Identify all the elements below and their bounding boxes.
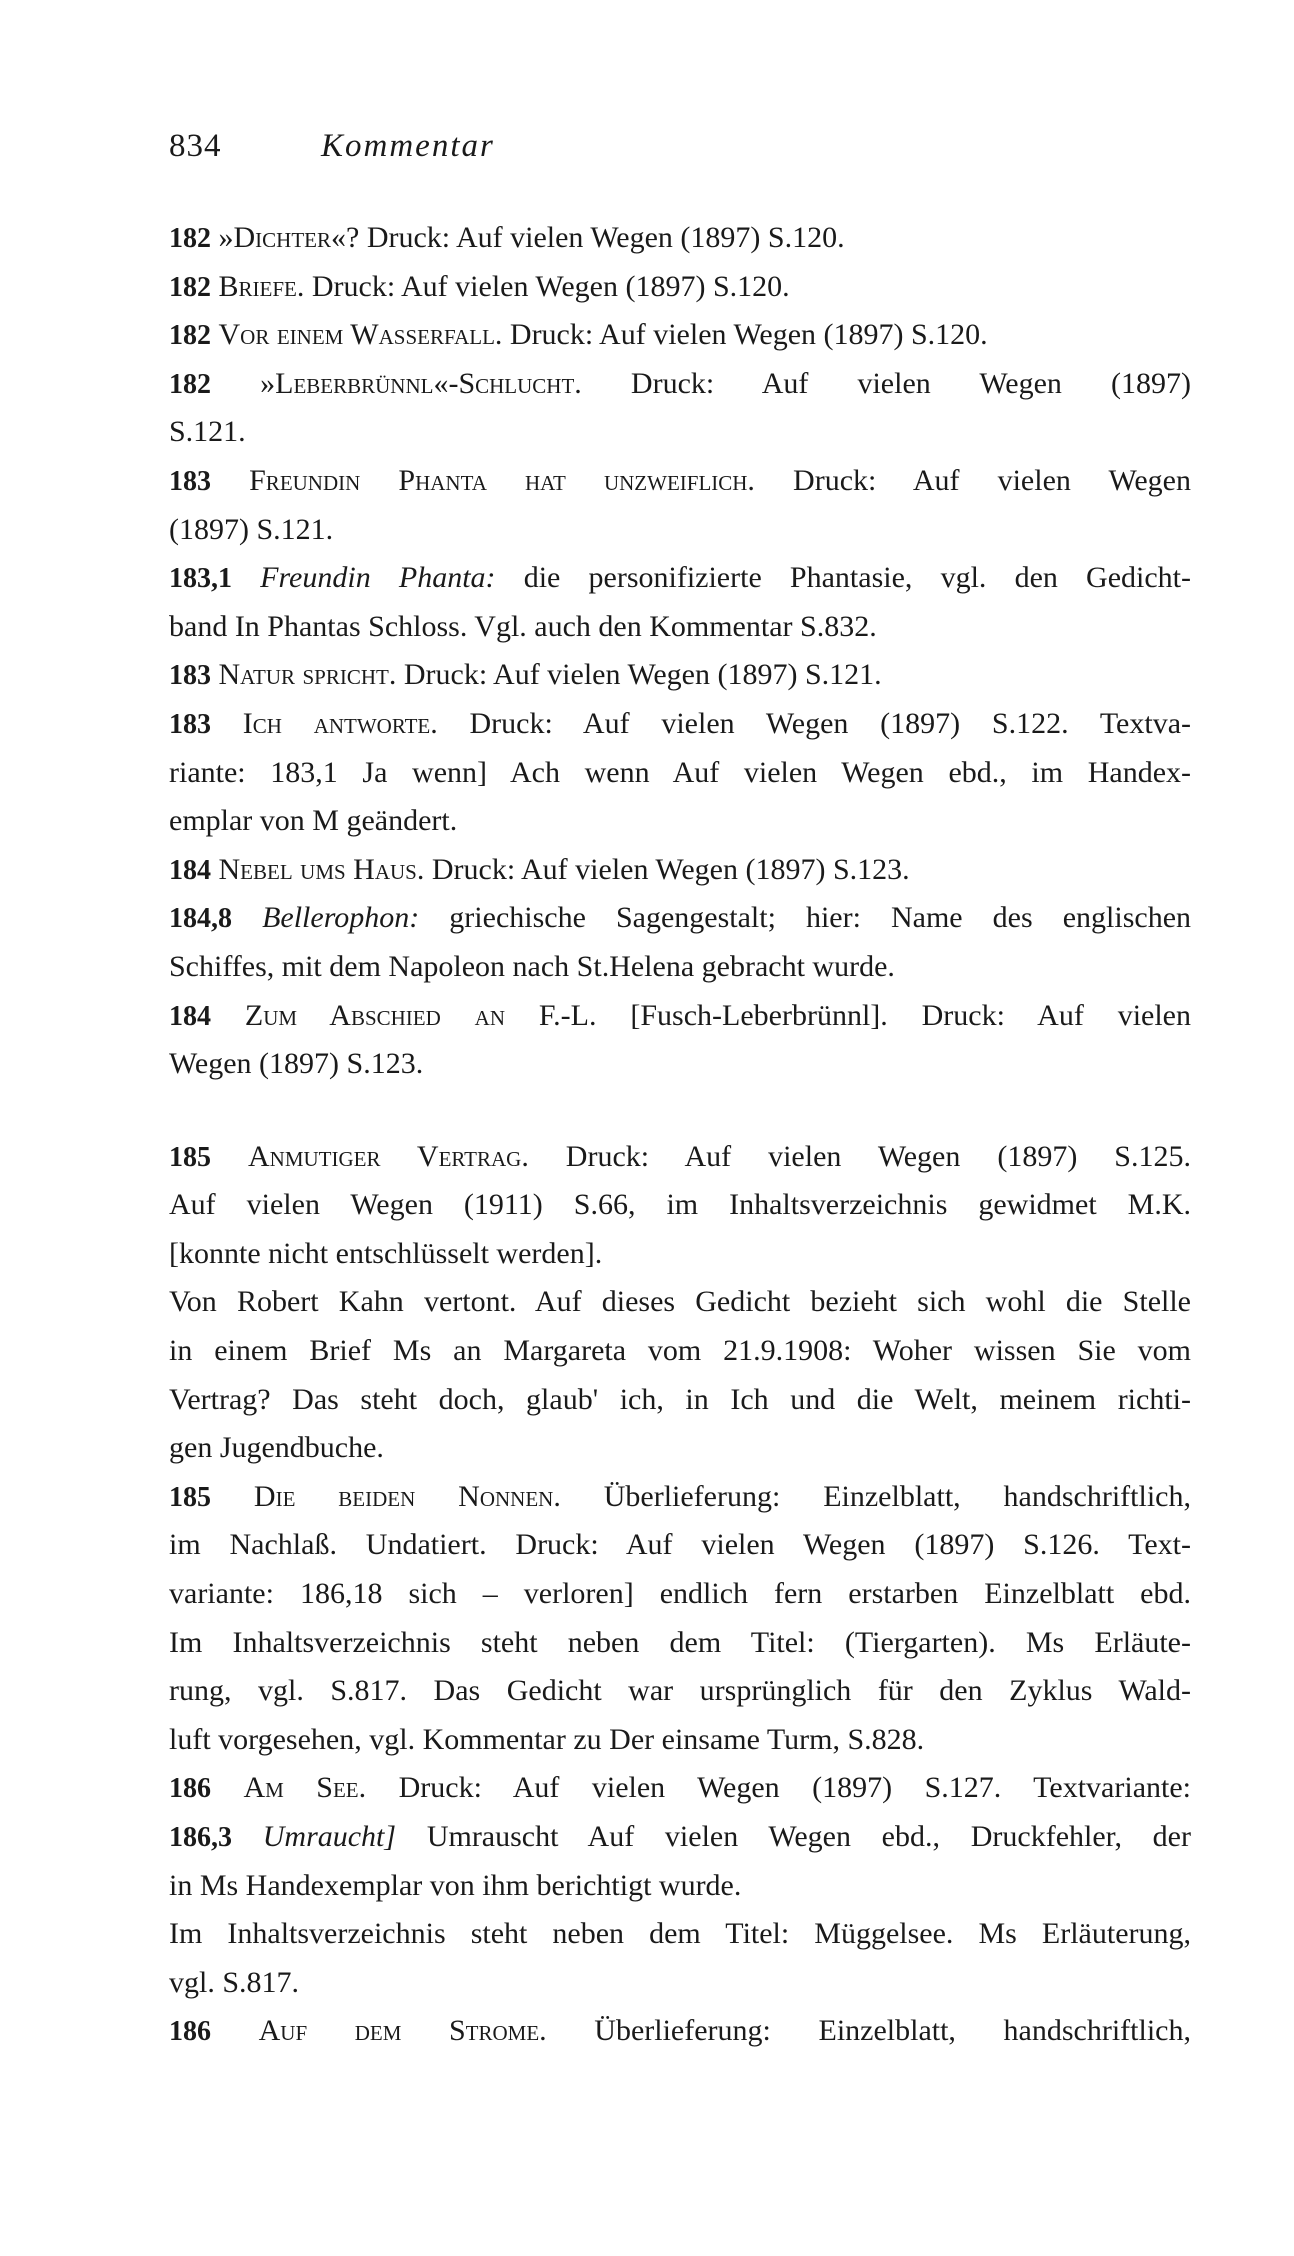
line-text: im Nachlaß. Undatiert. Druck: Auf vielen Wegen (1897) S.126. Text- [169, 1528, 1191, 1562]
commentary-line [169, 1521, 1191, 1570]
commentary-line [169, 1327, 1191, 1376]
page-number: 834 [169, 128, 222, 164]
poem-title: »Leberbrünnl«-Schlucht. [260, 366, 582, 400]
commentary-line [169, 311, 1191, 360]
commentary-line [169, 1424, 1191, 1473]
poem-title: Freundin Phanta hat unzweiflich. [249, 463, 755, 497]
line-text: in Ms Handexemplar von ihm berichtigt wurde. [169, 1868, 742, 1902]
commentary-line [169, 1230, 1191, 1279]
line-text: Überlieferung: Einzelblatt, handschriftlich, [560, 1479, 1191, 1513]
line-text: [Fusch-Leberbrünnl]. Druck: Auf vielen [596, 998, 1191, 1032]
commentary-line [169, 1040, 1191, 1089]
line-text: griechische Sagengestalt; hier: Name des englischen [419, 901, 1191, 935]
line-text: Schiffes, mit dem Napoleon nach St.Helena gebracht wurde. [169, 949, 895, 983]
commentary-line [169, 1376, 1191, 1425]
line-text: Druck: Auf vielen Wegen (1897) S.123. [424, 852, 910, 886]
commentary-line [169, 651, 1191, 700]
commentary-line [169, 263, 1191, 312]
reference-number: 185 [169, 1481, 211, 1513]
commentary-line [169, 506, 1191, 555]
commentary-line [169, 554, 1191, 603]
line-text: [konnte nicht entschlüsselt werden]. [169, 1236, 603, 1270]
commentary-line [169, 846, 1191, 895]
commentary-line [169, 992, 1191, 1041]
line-text: luft vorgesehen, vgl. Kommentar zu Der einsame Turm, S.828. [169, 1722, 925, 1756]
poem-title: »Dichter«? [218, 221, 360, 254]
commentary-line [169, 749, 1191, 798]
reference-number: 186,3 [169, 1822, 232, 1853]
commentary-line [169, 1181, 1191, 1230]
commentary-line [169, 1667, 1191, 1716]
line-text: (1897) S.121. [169, 512, 334, 546]
line-text: Wegen (1897) S.123. [169, 1047, 424, 1081]
line-text: Druck: Auf vielen Wegen (1897) S.121. [396, 658, 882, 692]
section-gap [169, 1089, 1191, 1133]
line-text: Druck: Auf vielen Wegen (1897) [581, 366, 1191, 400]
page-header [169, 128, 495, 165]
reference-number: 185 [169, 1141, 211, 1173]
commentary-line [169, 1133, 1191, 1182]
commentary-line [169, 1716, 1191, 1765]
reference-number: 184 [169, 854, 211, 886]
poem-title: Natur spricht. [218, 658, 397, 692]
commentary-line [169, 797, 1191, 846]
line-text: Druck: Auf vielen Wegen (1897) S.120. [502, 318, 988, 352]
reference-number: 182 [169, 223, 211, 254]
reference-number: 184 [169, 1000, 211, 1032]
reference-number: 183,1 [169, 563, 232, 595]
commentary-line [169, 2007, 1191, 2056]
poem-title: Ich antworte. [242, 706, 438, 740]
line-text: die personifizierte Phantasie, vgl. den Gedicht- [495, 561, 1191, 595]
commentary-line [169, 214, 1191, 263]
reference-number: 183 [169, 660, 211, 692]
reference-number: 182 [169, 271, 211, 303]
line-text: Druck: Auf vielen Wegen [754, 463, 1191, 497]
commentary-line [169, 700, 1191, 749]
commentary-line [169, 1813, 1191, 1862]
running-title: Kommentar [321, 128, 495, 164]
poem-title: Auf dem Strome. [258, 2014, 547, 2048]
reference-number: 186 [169, 2016, 211, 2048]
poem-title: Vor einem Wasserfall. [218, 318, 503, 352]
commentary-line [169, 603, 1191, 652]
commentary-line [169, 1278, 1191, 1327]
commentary-line [169, 360, 1191, 409]
commentary-line [169, 1959, 1191, 2008]
lemma: Freundin Phanta: [260, 561, 496, 595]
line-text: variante: 186,18 sich – verloren] endlich fern erstarben Einzelblatt ebd. [169, 1577, 1191, 1611]
reference-number: 183 [169, 708, 211, 740]
line-text: Überlieferung: Einzelblatt, handschriftlich, [546, 2014, 1191, 2048]
reference-number: 182 [169, 320, 211, 352]
line-text: Auf vielen Wegen (1911) S.66, im Inhaltsverzeichnis gewidmet M.K. [169, 1188, 1191, 1222]
poem-title: Am See. [243, 1771, 367, 1805]
line-text: Vertrag? Das steht doch, glaub' ich, in Ich und die Welt, meinem richti- [169, 1382, 1191, 1416]
line-text: band In Phantas Schloss. Vgl. auch den Kommentar S.832. [169, 609, 877, 643]
poem-title: Zum Abschied an F.-L. [244, 998, 597, 1032]
line-text: emplar von M geändert. [169, 804, 458, 838]
commentary-line [169, 408, 1191, 457]
commentary-line [169, 894, 1191, 943]
line-text: rung, vgl. S.817. Das Gedicht war ursprünglich für den Zyklus Wald- [169, 1674, 1191, 1708]
line-text: Im Inhaltsverzeichnis steht neben dem Titel: Müggelsee. Ms Erläuterung, [169, 1917, 1191, 1951]
commentary-line [169, 1764, 1191, 1813]
lemma: Umraucht] [262, 1820, 397, 1853]
line-text: Druck: Auf vielen Wegen (1897) S.125. [528, 1139, 1191, 1173]
poem-title: Die beiden Nonnen. [253, 1479, 561, 1513]
reference-number: 182 [169, 368, 211, 400]
commentary-line [169, 1619, 1191, 1668]
line-text: Umrauscht Auf vielen Wegen ebd., Druckfehler, der [396, 1820, 1191, 1853]
commentary-line [169, 1570, 1191, 1619]
reference-number: 183 [169, 465, 211, 497]
line-text: Im Inhaltsverzeichnis steht neben dem Titel: (Tiergarten). Ms Erläute- [169, 1625, 1191, 1659]
line-text: in einem Brief Ms an Margareta vom 21.9.1908: Woher wissen Sie vom [169, 1334, 1191, 1368]
commentary-line [169, 1473, 1191, 1522]
reference-number: 186 [169, 1773, 211, 1805]
line-text: vgl. S.817. [169, 1965, 300, 1999]
line-text: S.121. [169, 415, 246, 449]
line-text: Druck: Auf vielen Wegen (1897) S.127. Textvariante: [366, 1771, 1191, 1805]
line-text: Druck: Auf vielen Wegen (1897) S.120. [304, 269, 790, 303]
commentary-body [169, 214, 1191, 2056]
line-text: Druck: Auf vielen Wegen (1897) S.120. [359, 221, 845, 254]
line-text: Druck: Auf vielen Wegen (1897) S.122. Textva- [437, 706, 1191, 740]
commentary-line [169, 1910, 1191, 1959]
commentary-line [169, 457, 1191, 506]
commentary-line [169, 943, 1191, 992]
poem-title: Briefe. [218, 269, 305, 303]
lemma: Bellerophon: [262, 901, 420, 935]
line-text: riante: 183,1 Ja wenn] Ach wenn Auf vielen Wegen ebd., im Handex- [169, 755, 1191, 789]
line-text: Von Robert Kahn vertont. Auf dieses Gedicht bezieht sich wohl die Stelle [169, 1285, 1191, 1319]
poem-title: Anmutiger Vertrag. [247, 1139, 529, 1173]
reference-number: 184,8 [169, 903, 232, 935]
poem-title: Nebel ums Haus. [218, 852, 425, 886]
line-text: gen Jugendbuche. [169, 1431, 384, 1465]
commentary-line [169, 1862, 1191, 1911]
